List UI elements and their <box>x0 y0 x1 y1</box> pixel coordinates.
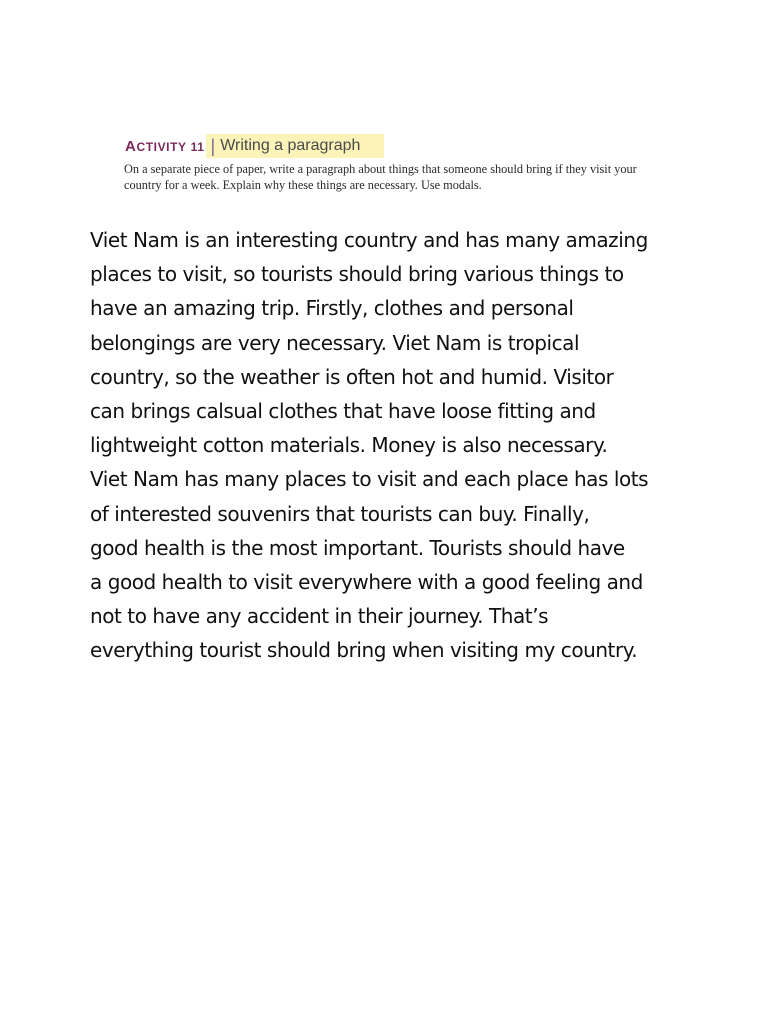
activity-label-rest: CTIVITY <box>136 139 187 154</box>
activity-title: Writing a paragraph <box>220 137 361 154</box>
activity-header <box>122 134 360 158</box>
essay-paragraph: Viet Nam is an interesting country and has many amazing places to visit, so tourists should bring various things to have an amazing trip. Firstly, clothes and personal belongings are very necessary. Viet Nam is tropical country, so the weather is often hot and humid. Visitor can brings calsual clothes that have loose fitting and lightweight cotton materials. Money is also necessary. Viet Nam has many places to visit and each place has lots of interested souvenirs that tourists can buy. Finally, good health is the most important. Tourists should have a good health to visit everywhere with a good feeling and not to have any accident in their journey. That’s everything tourist should bring when visiting my country. <box>90 228 649 663</box>
activity-number: 11 <box>190 139 205 154</box>
activity-separator: | <box>210 135 216 156</box>
activity-label <box>122 138 211 155</box>
activity-label-initial: A <box>125 137 137 155</box>
activity-instruction-image <box>118 128 658 202</box>
activity-instructions: On a separate piece of paper, write a paragraph about things that someone should bring if they visit your country for a week. Explain why these things are necessary. Use modals. <box>124 162 637 192</box>
